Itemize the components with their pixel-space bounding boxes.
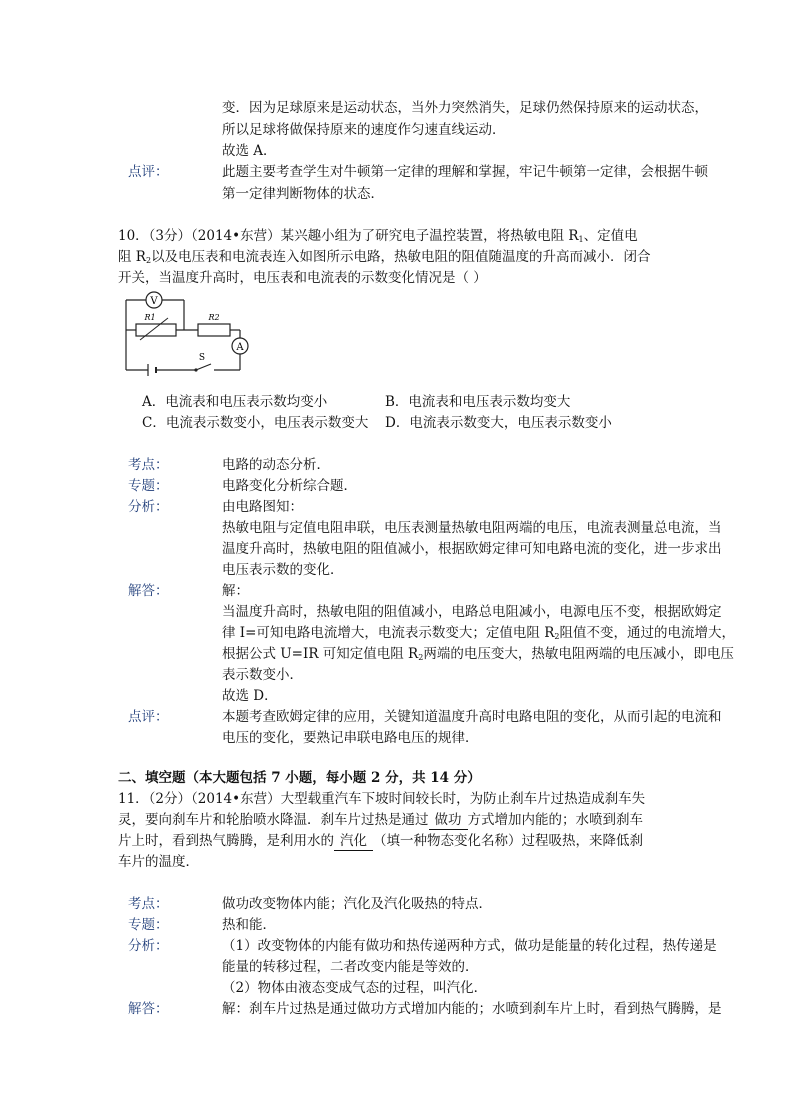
- q11-stem-line1: 11．（2分）（2014•东营）大型载重汽车下坡时间较长时，为防止刹车片过热造成刹车失: [118, 791, 646, 807]
- q10-dianping-line2: 电压的变化，要熟记串联电路电压的规律．: [222, 730, 479, 746]
- q10-dianping-label: 点评：: [128, 709, 169, 725]
- r2-label: R2: [208, 313, 220, 322]
- q9-solution-line1: 变．因为足球原来是运动状态，当外力突然消失，足球仍然保持原来的运动状态，: [222, 100, 708, 116]
- q10-option-b: B．电流表和电压表示数均变大: [385, 394, 571, 410]
- q11-jieda-line1: 解：刹车片过热是通过做功方式增加内能的；水喷到刹车片上时，看到热气腾腾，是: [222, 1001, 722, 1017]
- q10-zhuanti-label: 专题：: [128, 478, 169, 494]
- q11-stem-line4: 车片的温度．: [118, 854, 199, 870]
- q10-fenxi-line2: 热敏电阻与定值电阻串联，电压表测量热敏电阻两端的电压，电流表测量总电流，当: [222, 520, 722, 536]
- q11-stem-line2: 灵，要向刹车片和轮胎喷水降温．刹车片过热是通过 做功 方式增加内能的；水喷到刹车: [118, 812, 643, 828]
- q11-kaodian-label: 考点：: [128, 896, 169, 912]
- q10-fenxi-line4: 电压表示数的变化．: [222, 562, 344, 578]
- q9-comment-line2: 第一定律判断物体的状态．: [222, 186, 384, 202]
- q10-option-d: D．电流表示数变大，电压表示数变小: [385, 415, 612, 431]
- q11-zhuanti: 热和能．: [222, 917, 276, 933]
- q11-blank1: 做功: [429, 812, 468, 830]
- q9-solution-line2: 所以足球将做保持原来的速度作匀速直线运动．: [222, 122, 506, 138]
- q11-stem-line3: 片上时，看到热气腾腾，是利用水的 汽化 （填一种物态变化名称）过程吸热，来降低刹: [118, 833, 643, 849]
- q10-jieda-line1: 解：: [222, 583, 249, 599]
- q10-jieda-label: 解答：: [128, 583, 169, 599]
- q9-solution-line3: 故选 A．: [222, 143, 277, 159]
- q10-jieda-line5: 表示数变小．: [222, 667, 303, 683]
- circuit-diagram: [118, 288, 258, 380]
- q11-jieda-label: 解答：: [128, 1001, 169, 1017]
- r2-resistor: [198, 324, 230, 336]
- q10-kaodian-label: 考点：: [128, 457, 169, 473]
- section2-heading: 二、填空题（本大题包括 7 小题，每小题 2 分，共 14 分）: [118, 770, 481, 786]
- q9-comment-label: 点评：: [128, 164, 169, 180]
- q10-fenxi-label: 分析：: [128, 499, 169, 515]
- q11-fenxi-line3: （2）物体由液态变成气态的过程，叫汽化．: [222, 980, 488, 996]
- q11-fenxi-label: 分析：: [128, 938, 169, 954]
- q10-jieda-line6: 故选 D．: [222, 688, 278, 704]
- q9-comment-line1: 此题主要考查学生对牛顿第一定律的理解和掌握，牢记牛顿第一定律，会根据牛顿: [222, 164, 708, 180]
- q11-kaodian: 做功改变物体内能；汽化及汽化吸热的特点．: [222, 896, 492, 912]
- switch-contact: [194, 368, 197, 371]
- q10-stem-line2: 阻 $R_2$以及电压表和电流表连入如图所示电路，热敏电阻的阻值随温度的升高而减小．闭合: [118, 249, 651, 265]
- q10-stem-line1: 10．（3分）（2014•东营）某兴趣小组为了研究电子温控装置，将热敏电阻 $R_1$、定值电: [118, 228, 638, 244]
- q11-zhuanti-label: 专题：: [128, 917, 169, 933]
- r1-label: R1: [144, 313, 156, 322]
- q10-jieda-line4: 根据公式 U=IR 可知定值电阻 $R_2$两端的电压变大，热敏电阻两端的电压减小，即电压: [222, 646, 734, 662]
- q10-option-c: C．电流表示数变小，电压表示数变大: [142, 415, 369, 431]
- q10-fenxi-line3: 温度升高时，热敏电阻的阻值减小，根据欧姆定律可知电路电流的变化，进一步求出: [222, 541, 722, 557]
- q10-option-a: A．电流表和电压表示数均变小: [142, 394, 328, 410]
- q10-jieda-line2: 当温度升高时，热敏电阻的阻值减小，电路总电阻减小，电源电压不变，根据欧姆定: [222, 604, 722, 620]
- q11-fenxi-line1: （1）改变物体的内能有做功和热传递两种方式，做功是能量的转化过程，热传递是: [222, 938, 717, 954]
- r1-thermistor: [136, 324, 176, 336]
- q10-fenxi-line1: 由电路图知：: [222, 499, 303, 515]
- q10-stem-line3: 开关，当温度升高时，电压表和电流表的示数变化情况是（ ）: [118, 270, 487, 286]
- voltmeter-label: V: [150, 296, 158, 307]
- q10-dianping-line1: 本题考查欧姆定律的应用，关键知道温度升高时电路电阻的变化，从而引起的电流和: [222, 709, 722, 725]
- q11-blank2: 汽化: [334, 833, 373, 851]
- q10-zhuanti: 电路变化分析综合题．: [222, 478, 357, 494]
- switch-label: S: [198, 353, 206, 363]
- q10-jieda-line3: 律 I=可知电路电流增大，电流表示数变大；定值电阻 $R_2$阻值不变，通过的电流增大，: [222, 625, 735, 641]
- q11-fenxi-line2: 能量的转移过程，二者改变内能是等效的．: [222, 959, 479, 975]
- ammeter-label: A: [236, 342, 244, 353]
- q10-kaodian: 电路的动态分析．: [222, 457, 330, 473]
